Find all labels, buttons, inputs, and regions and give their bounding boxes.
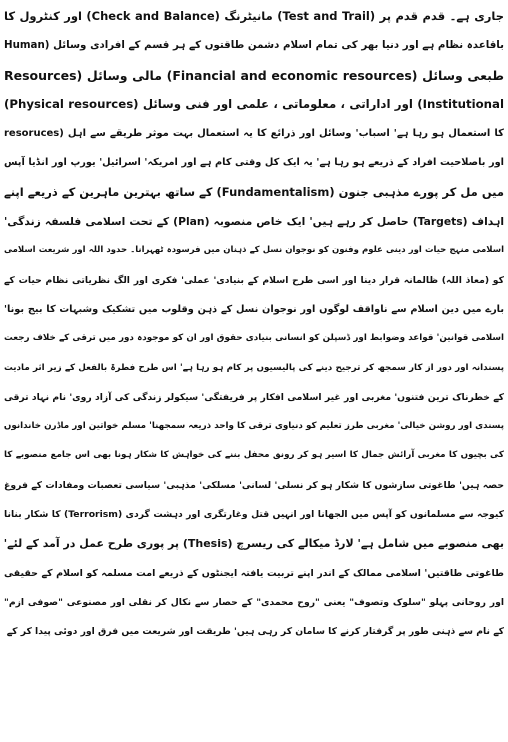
text-line: حصہ ہیں' طاغوتی سازشوں کا شکار ہو کر نسلی' لسانی' مسلکی' مذہبی' سیاسی تعصبات ومفادات کے فروغ	[4, 479, 504, 491]
text-line: اسلامی منہج حیات اور دینی علوم وفنون کو نوجوان نسل کے ذہنان میں فرسودہ ٹھہرانا۔ حدود اللہ اور شریعت اسلامی	[4, 245, 504, 256]
text-line: اہداف (Targets) حاصل کر رہے ہیں' ایک خاص منصوبہ (Plan) کے تحت اسلامی فلسفہ زندگی'	[4, 215, 504, 229]
text-line: کو (معاذ اللہ) ظالمانہ قرار دینا اور اسی طرح اسلام کے بنیادی' عملی' فکری اور الگ نظریاتی نظام حیات کے	[4, 274, 504, 286]
text-line: بھی منصوبے میں شامل ہے' لارڈ میکالے کی ریسرچ (Thesis) پر پوری طرح عمل در آمد کے لئے'	[4, 537, 504, 551]
text-line: جاری ہے۔ قدم قدم پر (Test and Trail) مانیٹرنگ (Check and Balance) اور کنٹرول کا	[4, 9, 504, 23]
text-line: کے نام سے ذہنی طور پر گرفتار کرنے کا سامان کر رہی ہیں' طریقت اور شریعت میں فرق اور دوئی پیدا کر کے	[6, 626, 504, 638]
text-line: بارے میں دین اسلام سے ناواقف لوگوں اور نوجوان نسل کے ذہن وقلوب میں تشکیک وشبہات کا بیج بونا'	[4, 303, 504, 315]
text-line: باقاعدہ نظام ہے اور دنیا بھر کی تمام اسلام دشمن طاقتوں کے ہر قسم کے افرادی وسائل (Human	[4, 39, 504, 52]
text-line: طاغوتی طاقتیں' اسلامی ممالک کے اندر اپنے تربیت یافتہ ایجنٹوں کے ذریعے امت مسلمہ کو اسلام کے حقیقی	[4, 567, 504, 579]
text-line: میں مل کر پورے مذہبی جنون (Fundamentalism) کے ساتھ بہترین ماہرین کے ذریعے اپنے	[4, 184, 504, 199]
text-line: اسلامی قوانین' قواعد وضوابط اور ڈسپلن کو انسانی بنیادی حقوق اور ان کو موجودہ دور میں ترقی کے خلاف رجعت	[4, 333, 504, 344]
urdu-text-block	[4, 2, 504, 647]
text-line: اور روحانی پہلو "سلوک وتصوف" یعنی "روح محمدی" کے حصار سے نکال کر نقلی اور مصنوعی "صوفی ازم"	[4, 596, 504, 608]
text-line: پسندی اور روشن خیالی' مغربی طرز تعلیم کو دنیاوی ترقی کا واحد ذریعہ سمجھنا' مسلم خواتین اور ماڈرن خاندانوں	[4, 421, 504, 432]
text-line: اور باصلاحیت افراد کے ذریعے ہو رہا ہے' یہ ایک کل وقتی کام ہے اور امریکہ' اسرائیل' یورپ اور انڈیا آپس	[4, 157, 504, 169]
text-line: کے خطرناک ترین فتنوں' مغربی اور غیر اسلامی افکار پر فریفتگی' سیکولر زندگی کی آزاد روی' نام نہاد ترقی	[4, 391, 504, 403]
text-line: resoruces) کا استعمال ہو رہا ہے' اسباب' وسائل اور ذرائع کا یہ استعمال بہت موثر طریقے سے اہل	[4, 128, 504, 140]
text-line: کی بچیوں کا مغربی آرائش جمال کا اسیر ہو کر رونق محفل بننے کی خواہش کا شکار ہونا بھی اس جامع منصوبے کا	[4, 450, 504, 461]
text-line: کیوجہ سے مسلمانوں کو آپس میں الجھانا اور انہیں قتل وغارتگری اور دہشت گردی (Terrorism) کا شکار بنانا	[4, 509, 504, 521]
text-line: پسندانہ اور دور از کار سمجھ کر ترجیح دینے کی پالیسیوں پر کام ہو رہا ہے' اس طرح فطرۃ بالفعل کے زیر اثر مادیت	[4, 362, 504, 373]
text-line: Resources) مالی وسائل (Financial and economic resources) طبعی وسائل	[4, 67, 504, 83]
text-line: (Physical resources) اور اداراتی ، معلوماتی ، علمی اور فنی وسائل (Institutional	[4, 96, 504, 111]
